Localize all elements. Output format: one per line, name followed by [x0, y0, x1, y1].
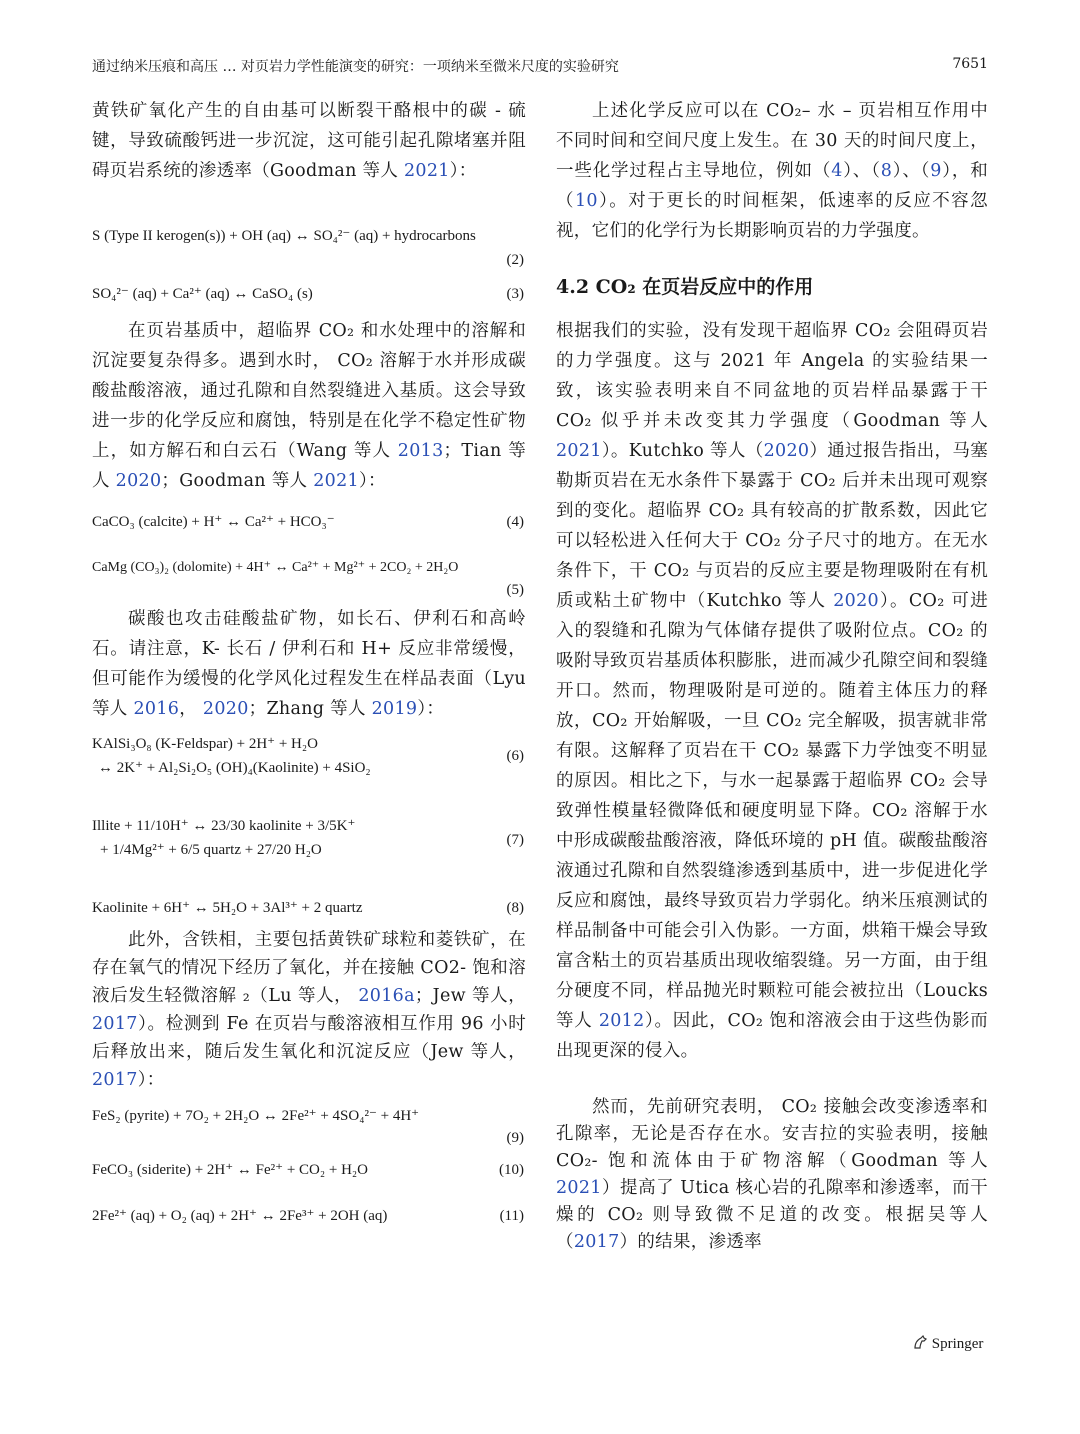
equation-10: FeCO₃ (siderite) + 2H⁺ ↔ Fe²⁺ + CO₂ + H₂O (10) [92, 1158, 526, 1198]
springer-horse-icon [912, 1334, 928, 1350]
citation-link[interactable]: 2017 [92, 1070, 138, 1090]
equation-reference-link[interactable]: 4 [831, 161, 843, 181]
citation-link[interactable]: 2021 [556, 441, 602, 461]
right-column [556, 96, 988, 1256]
equation-number: (9) [506, 1130, 524, 1146]
equation-number: (8) [506, 900, 524, 916]
citation-link[interactable]: 2012 [598, 1011, 645, 1031]
equation-number: (10) [499, 1162, 524, 1178]
paragraph: 根据我们的实验，没有发现干超临界 CO₂ 会阻碍页岩的力学强度。这与 2021 年 Angela 的实验结果一致，该实验表明来自不同盆地的页岩样品暴露于干 CO₂ 似乎并未改变其力学强度（Goodman 等人 2021）。Kutchko 等人（2020）通过报告指出，马塞勒斯页岩在无水条件下暴露于 CO₂ 后并未出现可观察到的变化。超临界 CO₂ 具有较高的扩散系数，因此它可以轻松进入任何大于 CO₂ 分子尺寸的地方。在无水条件下，干 CO₂ 与页岩的反应主要是物理吸附在有机质或粘土矿物中（Kutchko 等人 2020）。CO₂ 可进入的裂缝和孔隙为气体储存提供了吸附位点。CO₂ 的吸附导致页岩基质体积膨胀，进而减少孔隙空间和裂缝开口。然而，物理吸附是可逆的。随着主体压力的释放，CO₂ 开始解吸，一旦 CO₂ 完全解吸，损害就非常有限。这解释了页岩在干 CO₂ 暴露下力学蚀变不明显的原因。相比之下，与水一起暴露于超临界 CO₂ 会导致弹性模量轻微降低和硬度明显下降。CO₂ 溶解于水中形成碳酸盐酸溶液，降低环境的 pH 值。碳酸盐酸溶液通过孔隙和自然裂缝渗透到基质中，进一步促进化学反应和腐蚀，最终导致页岩力学弱化。纳米压痕测试的样品制备中可能会引入伪影。一方面，烘箱干燥会导致富含粘土的页岩基质出现收缩裂缝。另一方面，由于组分硬度不同，样品抛光时颗粒可能会被拉出（Loucks 等人 2012）。因此，CO₂ 饱和溶液会由于这些伪影而出现更深的侵入。 [556, 321, 989, 1061]
paragraph: 上述化学反应可以在 CO₂– 水 – 页岩相互作用中不同时间和空间尺度上发生。在 30 天的时间尺度上，一些化学过程占主导地位，例如（4）、（8）、（9），和（10）。对于更长的时间框架，低速率的反应不容忽视，它们的化学行为长期影响页岩的力学强度。 [556, 101, 988, 241]
equation-11: 2Fe²⁺ (aq) + O₂ (aq) + 2H⁺ ↔ 2Fe³⁺ + 2OH (aq) (11) [92, 1204, 526, 1234]
citation-link[interactable]: 2021 [556, 1178, 602, 1198]
page-number: 7651 [952, 56, 988, 72]
citation-link[interactable]: 2019 [371, 699, 418, 719]
equation-reference-link[interactable]: 10 [575, 191, 598, 211]
equation-number: (7) [506, 832, 524, 848]
running-header [92, 56, 988, 78]
section-heading: 4.2 CO₂ 在页岩反应中的作用 [556, 276, 814, 298]
equation-5: CaMg (CO₃)₂ (dolomite) + 4H⁺ ↔ Ca²⁺ + Mg²⁺ + 2CO₂ + 2H₂O (5) [92, 556, 526, 604]
equation-9: FeS₂ (pyrite) + 7O₂ + 2H₂O ↔ 2Fe²⁺ + 4SO₄²⁻ + 4H⁺ (9) [92, 1104, 526, 1150]
paragraph: 在页岩基质中，超临界 CO₂ 和水处理中的溶解和沉淀要复杂得多。遇到水时， CO₂ 溶解于水并形成碳酸盐酸溶液，通过孔隙和自然裂缝进入基质。这会导致进一步的化学反应和腐蚀，特别是在化学不稳定性矿物上，如方解石和白云石（Wang 等人 2013；Tian 等人 2020；Goodman 等人 2021）： [92, 321, 526, 491]
equation-3: SO₄²⁻ (aq) + Ca²⁺ (aq) ↔ CaSO₄ (s) (3) [92, 282, 526, 312]
citation-link[interactable]: 2016 [133, 699, 180, 719]
paragraph: 黄铁矿氧化产生的自由基可以断裂干酪根中的碳 - 硫键，导致硫酸钙进一步沉淀，这可能引起孔隙堵塞并阻碍页岩系统的渗透率（Goodman 等人 2021）： [92, 101, 526, 181]
citation-link[interactable]: 2017 [573, 1232, 620, 1252]
equation-number: (4) [506, 514, 524, 530]
equation-number: (3) [506, 286, 524, 302]
citation-link[interactable]: 2016a [358, 986, 415, 1006]
equation-number: (11) [499, 1208, 524, 1224]
citation-link[interactable]: 2021 [403, 161, 450, 181]
equation-2: S (Type II kerogen(s)) + OH (aq) ↔ SO₄²⁻ (aq) + hydrocarbons (2) [92, 224, 526, 272]
equation-7: Illite + 11/10H⁺ ↔ 23/30 kaolinite + 3/5K⁺ + 1/4Mg²⁺ + 6/5 quartz + 27/20 H₂O (7) [92, 818, 524, 858]
citation-link[interactable]: 2020 [763, 441, 810, 461]
citation-link[interactable]: 2013 [397, 441, 444, 461]
equation-number: (2) [506, 252, 524, 268]
equation-number: (6) [506, 748, 524, 764]
equation-reference-link[interactable]: 9 [930, 161, 942, 181]
publisher-footer [912, 1334, 983, 1353]
left-column [92, 96, 526, 1234]
citation-link[interactable]: 2020 [115, 471, 162, 491]
equation-reference-link[interactable]: 8 [880, 161, 893, 181]
citation-link[interactable]: 2020 [202, 699, 249, 719]
running-title: 通过纳米压痕和高压 … 对页岩力学性能演变的研究：一项纳米至微米尺度的实验研究 [92, 59, 619, 75]
equation-8: Kaolinite + 6H⁺ ↔ 5H₂O + 3Al³⁺ + 2 quartz (8) [92, 896, 526, 926]
citation-link[interactable]: 2017 [92, 1014, 138, 1034]
equation-6: KAlSi₃O₈ (K-Feldspar) + 2H⁺ + H₂O ↔ 2K⁺ + Al₂Si₂O₅ (OH)₄(Kaolinite) + 4SiO₂ (6) [92, 736, 524, 776]
paragraph: 碳酸也攻击硅酸盐矿物，如长石、伊利石和高岭石。请注意，K- 长石 / 伊利石和 H+ 反应非常缓慢，但可能作为缓慢的化学风化过程发生在样品表面（Lyu 等人 2016， 2020；Zhang 等人 2019）： [92, 609, 526, 719]
citation-link[interactable]: 2020 [833, 591, 879, 611]
paragraph: 此外，含铁相，主要包括黄铁矿球粒和菱铁矿，在存在氧气的情况下经历了氧化，并在接触 CO2- 饱和溶液后发生轻微溶解 ₂（Lu 等人， 2016a；Jew 等人， 2017）。检测到 Fe 在页岩与酸溶液相互作用 96 小时后释放出来，随后发生氧化和沉淀反应（Jew 等人， 2017）： [92, 930, 526, 1090]
publisher-name: Springer [931, 1336, 984, 1352]
citation-link[interactable]: 2021 [313, 471, 359, 491]
equation-4: CaCO₃ (calcite) + H⁺ ↔ Ca²⁺ + HCO₃⁻ (4) [92, 510, 526, 538]
paragraph: 然而，先前研究表明， CO₂ 接触会改变渗透率和孔隙率，无论是否存在水。安吉拉的实验表明，接触 CO₂- 饱和流体由于矿物溶解（Goodman 等人 2021）提高了 Utica 核心岩的孔隙率和渗透率，而干燥的 CO₂ 则导致微不足道的改变。根据吴等人（2017）的结果，渗透率 [556, 1097, 988, 1252]
equation-number: (5) [506, 582, 524, 598]
